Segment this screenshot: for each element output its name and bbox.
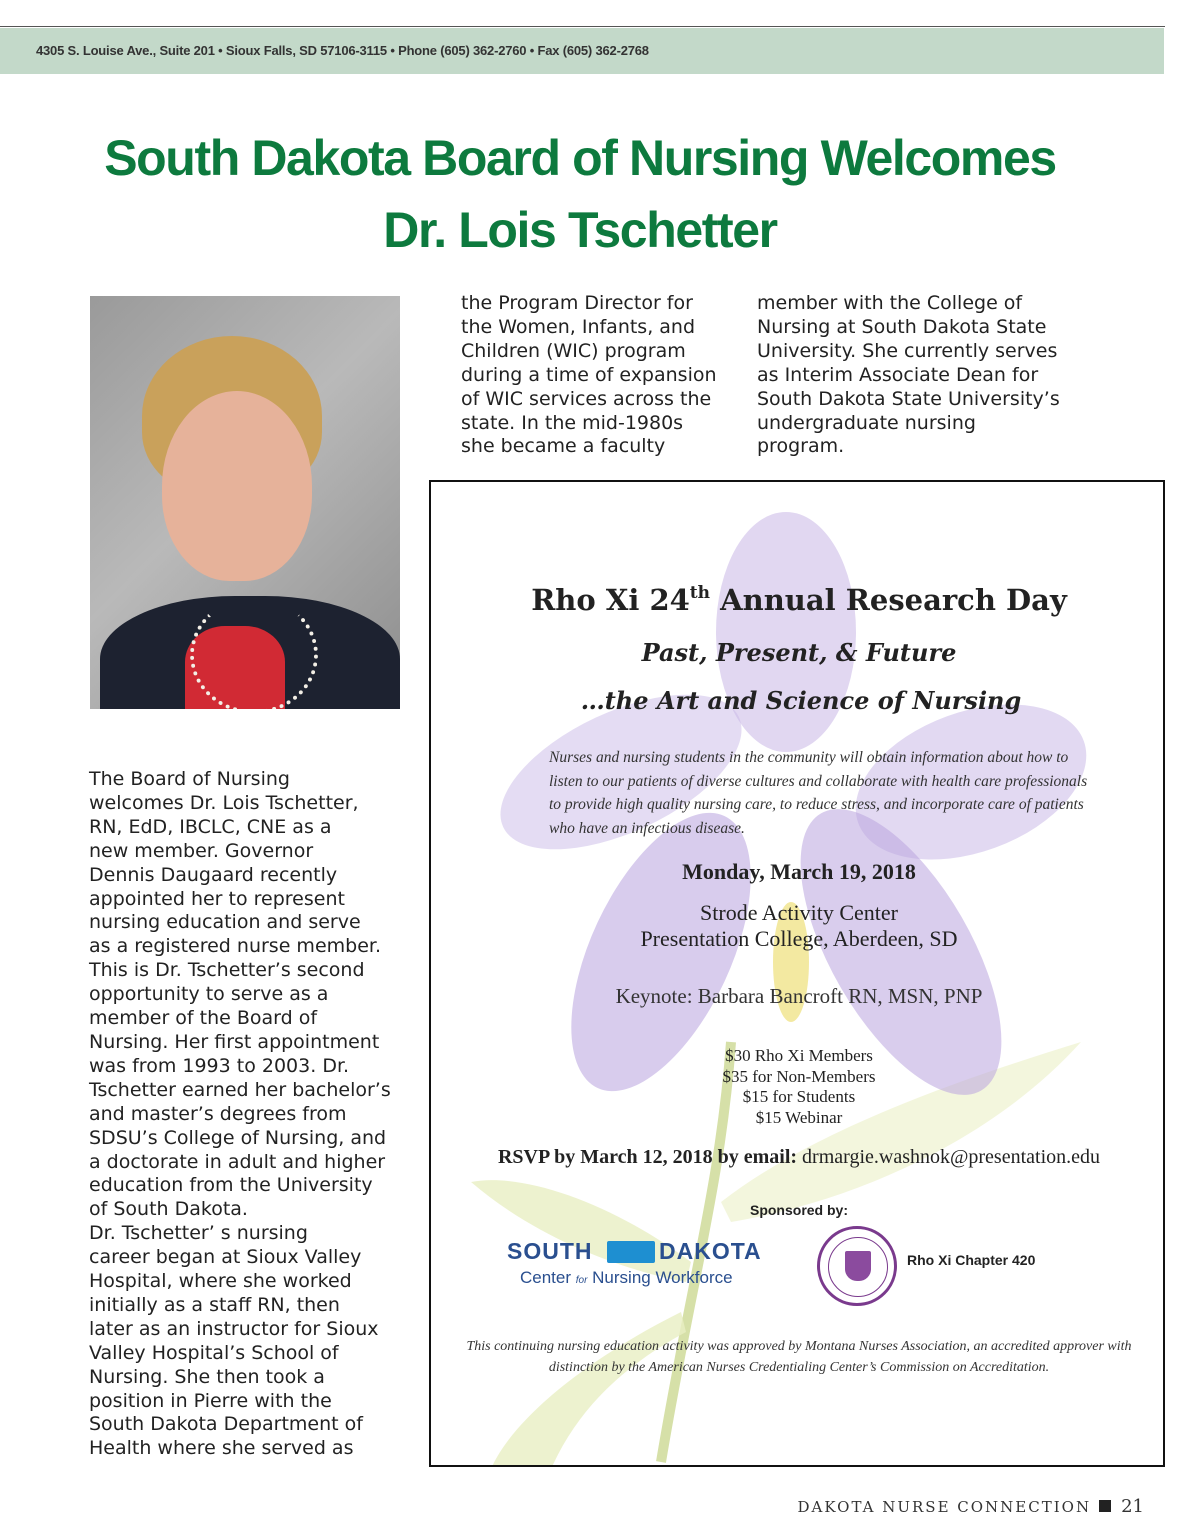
price-item: $15 Webinar (755, 1108, 843, 1127)
title-line-1: South Dakota Board of Nursing Welcomes (104, 130, 1056, 186)
event-description: Nurses and nursing students in the community will obtain information about how to listen to our patients of diverse cultures and collaborate with health care professionals to provide high quality nursing care, to reduce stress, and incorporate care of patients who have an infectious disease. (549, 749, 1088, 837)
publication-name: DAKOTA NURSE CONNECTION (797, 1498, 1092, 1516)
rsvp-line (431, 1146, 1165, 1169)
rsvp-email-link[interactable]: drmargie.washnok@presentation.edu (802, 1146, 1101, 1168)
price-item: $15 for Students (742, 1087, 856, 1106)
title-line-2: Dr. Lois Tschetter (383, 202, 777, 258)
address-bar (0, 28, 1164, 74)
event-location: Presentation College, Aberdeen, SD (640, 926, 958, 951)
accreditation-note: This continuing nursing education activity was approved by Montana Nurses Association, an accredited approver with distinction by the American Nurses Credentialing Center’s Commission on Accreditation. (466, 1339, 1132, 1375)
article-column-1: The Board of Nursing welcomes Dr. Lois Tschetter, RN, EdD, IBCLC, CNE as a new member. Governor Dennis Daugaard recently appointed her to represent nursing education and serve as a registered nurse member. This is Dr. Tschetter’s second opportunity to serve as a member of the Board of Nursing. Her first appointment was from 1993 to 2003. Dr. Tschetter earned her bachelor’s and master’s degrees from SDSU’s College of Nursing, and a doctorate in adult and higher education from the University of South Dakota. Dr. Tschetter’ s nursing career began at Sioux Valley Hospital, where she worked initially as a staff RN, then later as an instructor for Sioux Valley Hospital’s School of Nursing. She then took a position in Pierre with the South Dakota Department of Health where she served as (89, 768, 391, 1460)
portrait-photo (90, 296, 400, 709)
rho-xi-seal-icon (817, 1226, 897, 1306)
square-bullet-icon (1099, 1500, 1111, 1512)
event-subtitle-2: …the Art and Science of Nursing (580, 686, 1022, 715)
sd-center-nursing-workforce-logo: SOUTH DAKOTA Center for Nursing Workforce (507, 1238, 762, 1287)
orchid-illustration (431, 482, 1165, 1467)
sponsored-by-label: Sponsored by: (749, 1202, 848, 1218)
price-item: $35 for Non-Members (722, 1067, 876, 1086)
south-dakota-state-icon (607, 1241, 655, 1263)
event-venue: Strode Activity Center (700, 900, 898, 925)
article-title (60, 122, 1100, 266)
page-number: 21 (1121, 1496, 1144, 1517)
rho-xi-chapter-label: Rho Xi Chapter 420 (907, 1252, 1036, 1268)
page-footer (797, 1496, 1144, 1517)
address-text: 4305 S. Louise Ave., Suite 201 • Sioux Falls, SD 57106-3115 • Phone (605) 362-2760 • Fax (605) 362-2768 (36, 43, 649, 58)
rsvp-label: RSVP by March 12, 2018 by email: (497, 1146, 803, 1168)
event-subtitle-1: Past, Present, & Future (641, 638, 957, 667)
research-day-advertisement (429, 480, 1165, 1467)
price-item: $30 Rho Xi Members (725, 1046, 873, 1065)
article-column-2: the Program Director for the Women, Infants, and Children (WIC) program during a time of expansion of WIC services across the state. In the mid-1980s she became a faculty (461, 292, 717, 458)
event-title: Rho Xi 24th Annual Research Day (531, 583, 1067, 617)
event-keynote: Keynote: Barbara Bancroft RN, MSN, PNP (615, 984, 983, 1008)
event-date: Monday, March 19, 2018 (682, 859, 916, 884)
article-column-3: member with the College of Nursing at South Dakota State University. She currently serves as Interim Associate Dean for South Dakota State University’s undergraduate nursing program. (757, 292, 1060, 458)
top-rule (0, 26, 1165, 27)
